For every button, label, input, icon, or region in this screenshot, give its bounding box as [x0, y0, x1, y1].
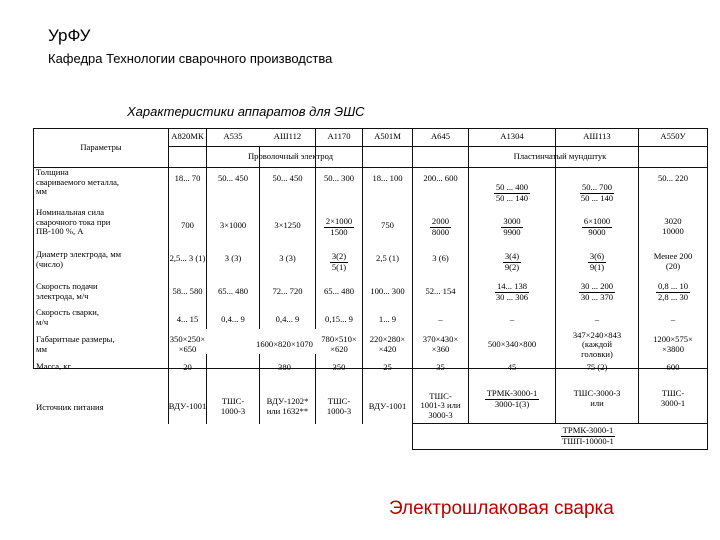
group-plate-header: Пластинчатый мундштук	[513, 151, 607, 162]
table-cell: 58... 580	[172, 286, 203, 297]
table-cell: 780×510× ×620	[321, 334, 357, 354]
table-cell: ВДУ-1001	[368, 401, 407, 412]
machine-header: А550У	[660, 131, 686, 142]
fraction-denominator: 9(2)	[504, 261, 520, 272]
param-label: Источник питания	[36, 403, 104, 412]
table-rule	[707, 128, 708, 450]
table-cell: 3 (3)	[279, 253, 296, 264]
table-cell: 350×250× ×650	[169, 334, 206, 354]
fraction-top: Менее 200	[653, 251, 693, 262]
param-label: Скорость подачи электрода, м/ч	[36, 282, 98, 301]
table-cell: 3×1000	[219, 220, 247, 231]
fraction-denominator: 50 ... 140	[580, 192, 614, 203]
table-caption: Характеристики аппаратов для ЭШС	[127, 104, 365, 119]
param-label: Габаритные размеры, мм	[36, 335, 115, 354]
table-cell	[316, 248, 362, 276]
fraction	[579, 282, 615, 302]
table-cell: 52... 154	[425, 286, 456, 297]
table-cell	[639, 212, 707, 242]
table-cell	[556, 178, 638, 208]
fraction-denominator: 30 ... 370	[580, 291, 614, 302]
param-header: Параметры	[80, 141, 122, 152]
table-cell	[556, 212, 638, 242]
param-label: Скорость сварки, м/ч	[36, 308, 100, 327]
fraction	[330, 252, 348, 272]
fraction	[503, 252, 521, 272]
table-cell: 200... 600	[423, 173, 458, 184]
table-cell: 50... 450	[272, 173, 303, 184]
org-title: УрФУ	[48, 26, 91, 45]
fraction-top: 3020	[664, 216, 682, 227]
table-cell: 3 (3)	[224, 253, 242, 264]
fraction-denominator: 30 ... 306	[495, 291, 529, 302]
fraction	[485, 389, 540, 409]
table-cell: 0,15... 9	[325, 314, 353, 325]
fraction-denominator: ТШП-10000-1	[562, 436, 614, 446]
table-cell	[413, 212, 468, 242]
fraction	[582, 217, 612, 237]
machine-header: А1170	[327, 131, 351, 142]
fraction-denominator: 3000-1(3)	[494, 398, 530, 409]
fraction	[430, 217, 451, 237]
fraction	[579, 183, 615, 203]
fraction-numerator: 50... 700	[581, 181, 613, 192]
table-cell: 18... 70	[174, 173, 201, 184]
fraction	[662, 217, 683, 236]
machine-header: А645	[430, 131, 451, 142]
table-cell: ТШС- 3000-1	[660, 388, 686, 408]
table-rule	[33, 128, 34, 369]
table-cell: ТШС- 1001-3 или 3000-3	[420, 390, 461, 420]
fraction-denominator: 5(1)	[331, 261, 347, 272]
fraction-numerator: ТРМК-3000-1	[562, 425, 614, 436]
param-label: Диаметр электрода, мм (число)	[36, 250, 122, 269]
characteristics-table	[33, 128, 708, 450]
table-cell: 50... 450	[217, 173, 249, 184]
table-cell: 35	[436, 362, 445, 373]
table-cell: 347×240×843 (каждой головки)	[572, 329, 622, 359]
param-label: Номинальная сила сварочного тока при ПВ-100 %, А	[36, 208, 111, 237]
group-wire-header: Проволочный электрод	[247, 151, 334, 162]
table-cell: ТШС- 1000-3	[220, 396, 246, 416]
table-cell: 50... 220	[657, 173, 689, 184]
table-cell	[639, 278, 707, 306]
fraction-numerator: 2×1000	[325, 215, 353, 226]
fraction	[501, 217, 522, 237]
table-cell: ВДУ-1001	[169, 401, 206, 412]
table-cell	[469, 248, 555, 276]
machine-header: А501М	[374, 131, 401, 142]
table-cell: 1200×575× ×3800	[653, 334, 693, 354]
table-cell: 45	[507, 362, 517, 373]
table-cell	[469, 212, 555, 242]
table-cell	[469, 278, 555, 306]
table-cell	[639, 248, 707, 276]
table-cell: ВДУ-1202* или 1632**	[266, 396, 309, 416]
table-cell: 3×1250	[274, 220, 301, 231]
fraction-numerator: 3(2)	[331, 250, 347, 261]
table-rule	[468, 128, 469, 424]
fraction	[560, 426, 616, 446]
table-cell: 18... 100	[372, 173, 403, 184]
department-subtitle: Кафедра Технологии сварочного производства	[48, 51, 333, 66]
table-cell	[469, 178, 555, 208]
fraction-bottom: (20)	[665, 261, 681, 271]
fraction-bottom: 10000	[662, 226, 684, 236]
table-cell	[469, 385, 555, 413]
fraction-numerator: 3(6)	[589, 250, 605, 261]
table-cell: –	[438, 314, 443, 325]
table-cell	[469, 424, 707, 449]
table-cell: ТШС-3000-3 или	[573, 388, 621, 408]
fraction-numerator: 30 ... 200	[580, 280, 614, 291]
table-cell: –	[594, 314, 600, 325]
table-cell: 370×430× ×360	[422, 334, 459, 354]
fraction-numerator: 0,8 ... 10	[657, 280, 689, 291]
table-cell: 100... 300	[370, 286, 405, 297]
fraction-denominator: 8000	[431, 226, 450, 237]
slide-footer-title: Электрошлаковая сварка	[389, 498, 614, 519]
table-cell: 65... 480	[323, 286, 355, 297]
fraction-numerator: 3000	[503, 215, 521, 226]
fraction	[494, 183, 530, 203]
fraction-numerator: 6×1000	[583, 215, 611, 226]
fraction-denominator: 9000	[588, 226, 606, 237]
fraction-numerator: 2000	[431, 215, 450, 226]
fraction-denominator: 9900	[503, 226, 521, 237]
machine-header: АШ112	[273, 131, 302, 142]
param-label: Масса, кг	[36, 362, 72, 371]
table-cell: 220×280× ×420	[369, 334, 406, 354]
fraction-denominator: 2,8 ... 30	[657, 291, 689, 302]
table-cell: 0,4... 9	[275, 314, 300, 325]
table-cell: 75 (2)	[586, 362, 608, 373]
fraction-numerator: 3(4)	[504, 250, 520, 261]
table-cell: 600	[666, 362, 680, 373]
fraction	[324, 217, 354, 237]
fraction-denominator: 1500	[330, 226, 348, 237]
machine-header: А1304	[500, 131, 524, 142]
fraction-denominator: 9(1)	[589, 261, 605, 272]
fraction-denominator: 50 ... 140	[495, 192, 529, 203]
table-cell: 0,4... 9	[221, 314, 245, 325]
fraction-numerator: ТРМК-3000-1	[486, 387, 538, 398]
table-cell: 750	[381, 220, 394, 231]
fraction-numerator: 14... 138	[496, 280, 528, 291]
table-cell: –	[670, 314, 676, 325]
table-cell	[556, 278, 638, 306]
table-cell: 500×340×800	[487, 339, 537, 350]
fraction	[656, 282, 690, 302]
param-label: Толщина свариваемого металла, мм	[36, 168, 120, 197]
table-rule	[412, 449, 708, 450]
machine-header: А820МК	[171, 131, 204, 142]
table-cell	[556, 248, 638, 276]
table-cell: 4... 15	[176, 314, 199, 325]
table-cell: 2,5 (1)	[376, 253, 399, 264]
table-cell: 380	[278, 362, 291, 373]
table-cell: –	[509, 314, 515, 325]
table-rule	[555, 128, 556, 424]
fraction	[654, 252, 693, 271]
table-cell: 2,5... 3 (1)	[169, 253, 206, 264]
table-cell: 50... 300	[323, 173, 355, 184]
table-cell: 65... 480	[217, 286, 249, 297]
table-cell: 20	[183, 362, 192, 373]
table-cell: 350	[332, 362, 346, 373]
table-cell: 25	[383, 362, 392, 373]
table-cell	[316, 212, 362, 242]
table-cell: 1... 9	[378, 314, 397, 325]
table-cell: ТШС- 1000-3	[326, 396, 352, 416]
table-cell: 700	[181, 220, 194, 231]
table-cell: 1600×820×1070	[256, 339, 313, 350]
table-cell: 3 (6)	[432, 253, 449, 264]
machine-header: А535	[223, 131, 243, 142]
fraction-numerator: 50 ... 400	[495, 181, 529, 192]
fraction	[588, 252, 606, 272]
machine-header: АШ113	[583, 131, 611, 142]
fraction	[494, 282, 530, 302]
table-cell: 72... 720	[272, 286, 303, 297]
